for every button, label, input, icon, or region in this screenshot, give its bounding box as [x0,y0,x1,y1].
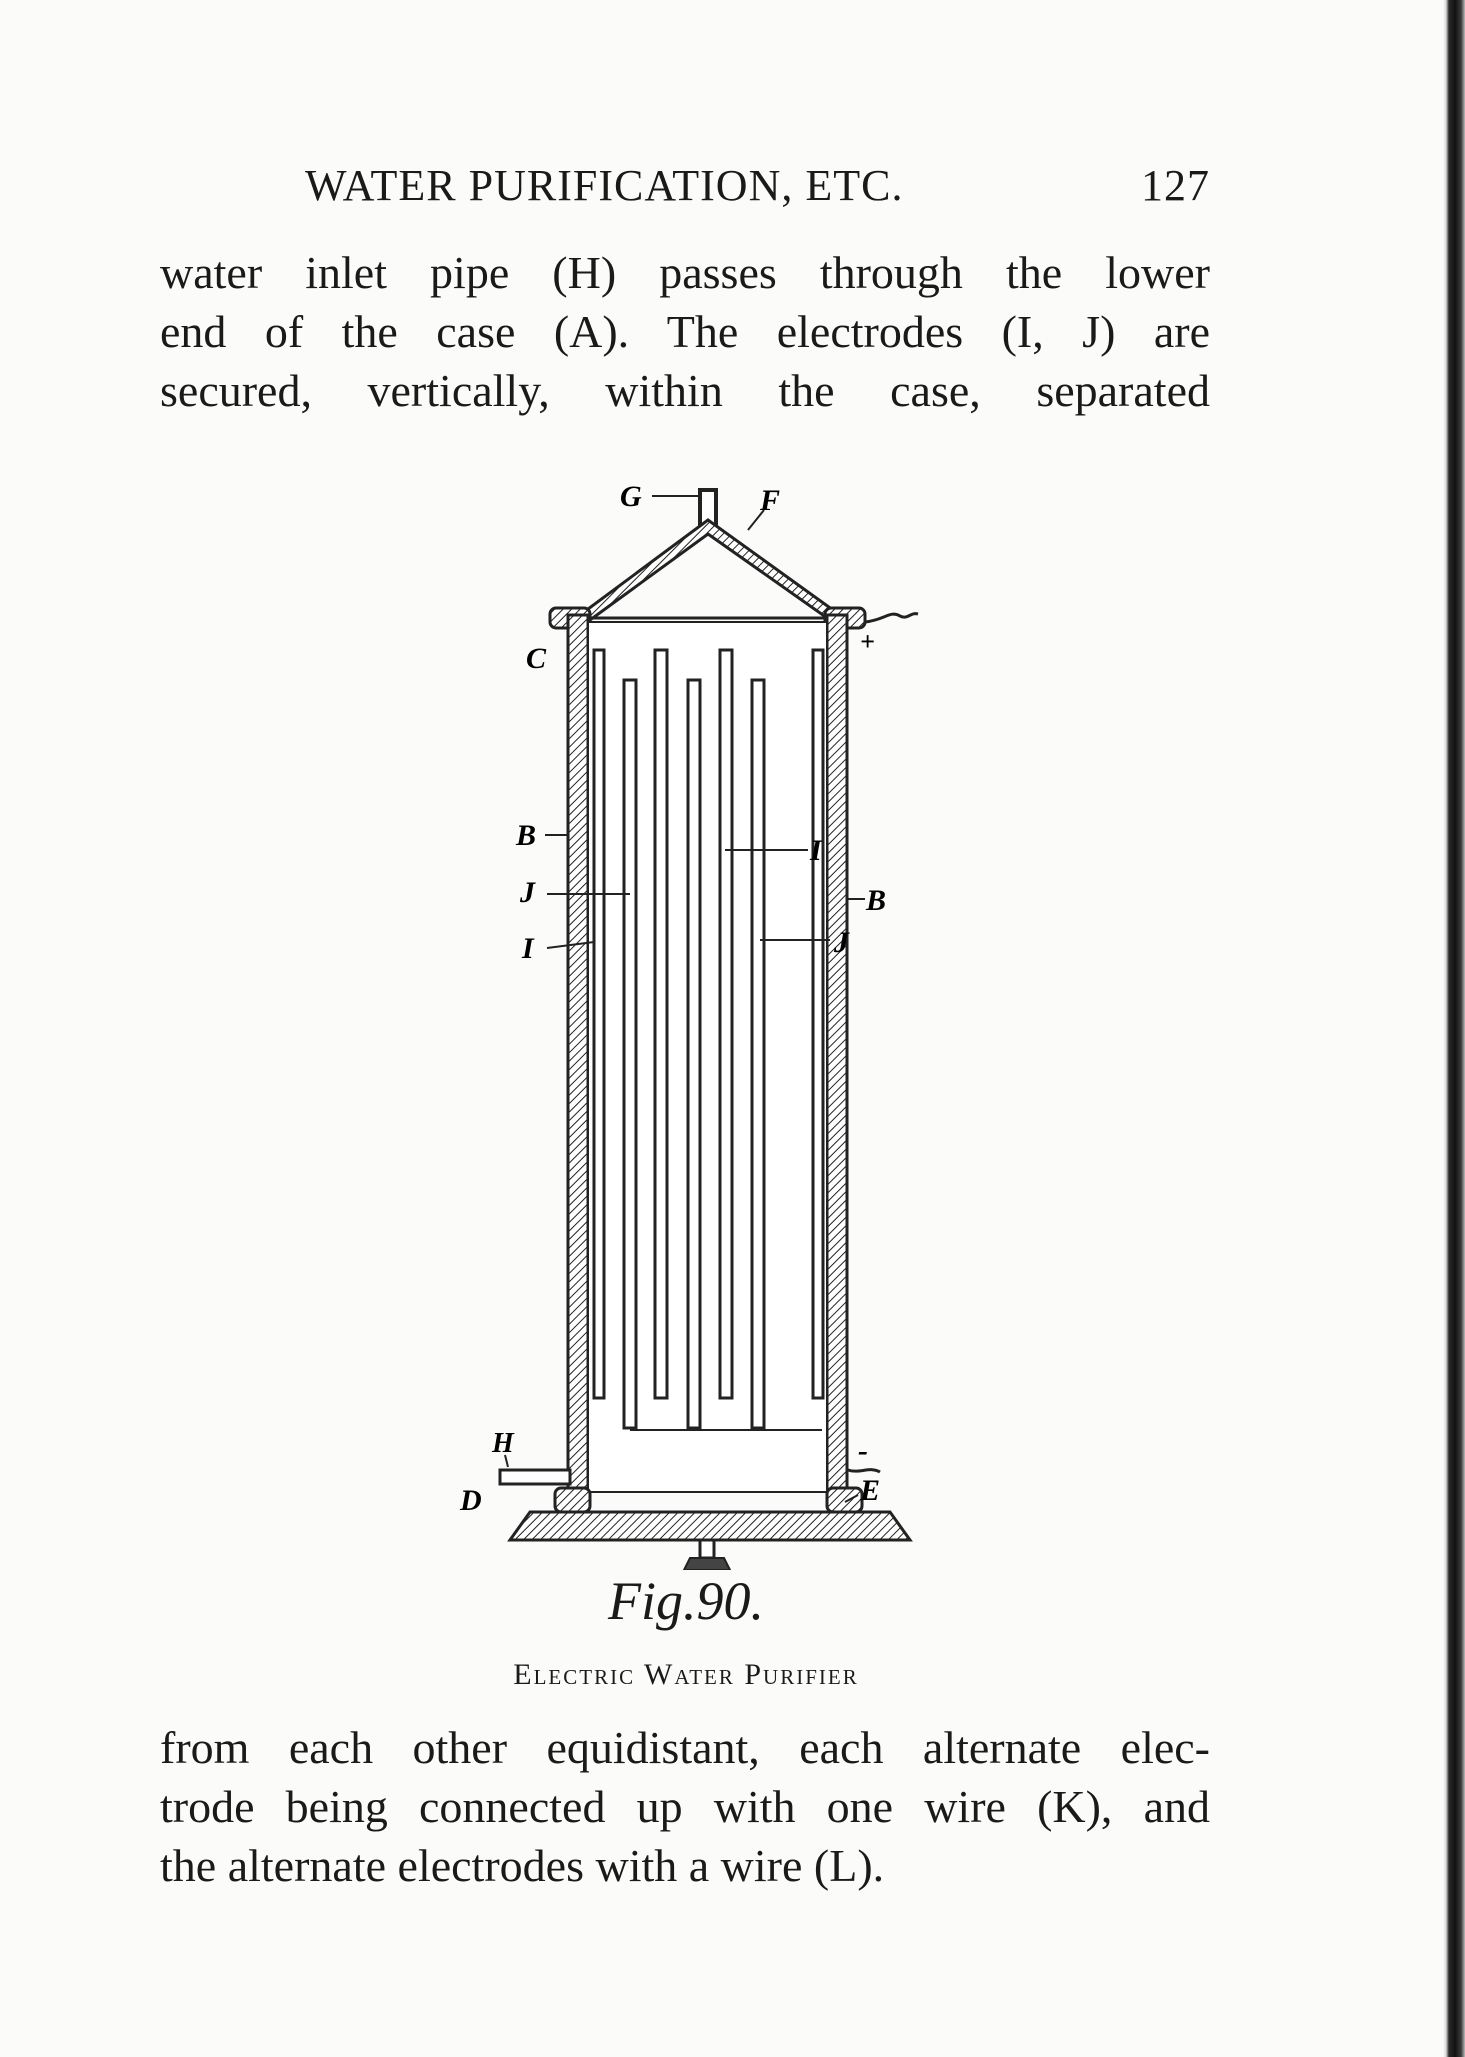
base-plate [510,1512,910,1540]
label-d: D [460,1484,482,1517]
inlet-pipe [500,1470,570,1484]
label-minus: - [858,1434,868,1467]
label-e: E [860,1474,881,1507]
label-i-right: I [810,834,822,867]
paragraph-line: the alternate electrodes with a wire (L). [160,1840,885,1891]
label-j-left: J [520,876,535,909]
figure-label: Fig.90. [608,1571,764,1631]
cover-cone [580,520,840,620]
label-b-left: B [516,819,537,852]
page-number: 127 [1141,161,1210,210]
electrode [655,650,667,1398]
label-plus: + [860,627,875,656]
electrode [688,680,700,1428]
paragraph-line: from each other equidistant, each alternate elec- [160,1722,1210,1773]
paragraph-line: water inlet pipe (H) passes through the lower [160,247,1210,298]
electrode [752,680,764,1428]
label-b-right: B [866,884,887,917]
case-wall-left [568,615,588,1493]
label-j-right: J [834,926,849,959]
label-f: F [760,484,781,517]
case-wall-right [827,615,847,1493]
electrode [594,650,604,1398]
paragraph-line: trode being connected up with one wire (K), and [160,1781,1210,1832]
running-title: WATER PURIFICATION, ETC. [305,161,904,210]
paragraph-line: secured, vertically, within the case, separated [160,365,1210,416]
drain-stem [700,1540,714,1558]
paragraph-bottom [160,1718,1210,1895]
paragraph-top [160,243,1210,420]
page-binding-edge [1443,0,1465,2057]
positive-wire [865,614,918,622]
bottom-flange-left [555,1488,590,1512]
negative-wire [848,1470,880,1472]
label-i-left: I [522,932,534,965]
drain-valve [684,1558,730,1570]
figure-caption: Electric Water Purifier [513,1658,859,1691]
label-g: G [620,480,642,513]
label-h: H [492,1428,514,1459]
paragraph-line: end of the case (A). The electrodes (I, J) are [160,306,1210,357]
electrode [813,650,823,1398]
running-header [160,160,1210,220]
label-c: C [526,642,547,675]
electrode [624,680,636,1428]
water-purifier-figure [430,470,950,1570]
electrode [720,650,732,1398]
bottom-flange-right [827,1488,862,1512]
